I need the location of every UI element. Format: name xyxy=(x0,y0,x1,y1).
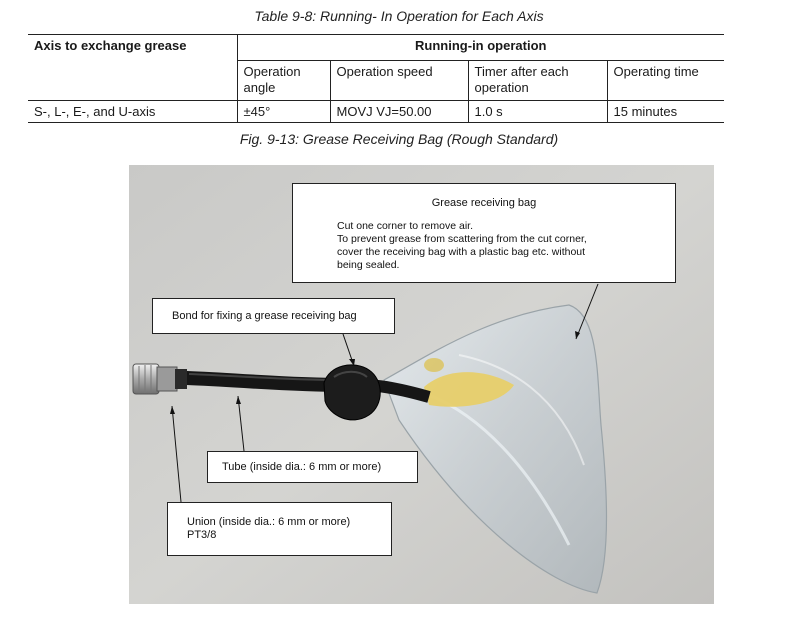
callout-bag-text xyxy=(337,220,665,272)
callout-union xyxy=(167,502,392,556)
callout-tube: Tube (inside dia.: 6 mm or more) xyxy=(207,451,418,483)
callout-bond: Bond for fixing a grease receiving bag xyxy=(152,298,395,334)
union-fitting xyxy=(133,364,159,394)
subheader-speed: Operation speed xyxy=(330,61,468,101)
subheader-angle: Operation angle xyxy=(237,61,330,101)
callout-bag-line: cover the receiving bag with a plastic bag etc. without xyxy=(337,246,586,258)
table-row xyxy=(28,101,724,123)
table-header-row xyxy=(28,35,724,61)
header-running-in: Running-in operation xyxy=(237,35,724,61)
bond xyxy=(324,365,380,420)
table-caption: Table 9-8: Running- In Operation for Each Axis xyxy=(254,8,544,24)
subheader-time: Operating time xyxy=(607,61,724,101)
cell-angle: ±45° xyxy=(237,101,330,123)
callout-union-line: Union (inside dia.: 6 mm or more) xyxy=(187,516,351,528)
cell-time: 15 minutes xyxy=(607,101,724,123)
callout-bag-title: Grease receiving bag xyxy=(431,197,537,209)
figure-caption: Fig. 9-13: Grease Receiving Bag (Rough Standard) xyxy=(239,131,559,147)
callout-bag-line: To prevent grease from scattering from the cut corner, xyxy=(337,233,587,245)
callout-grease-bag xyxy=(292,183,676,283)
header-axis: Axis to exchange grease xyxy=(28,35,237,101)
callout-union-line: PT3/8 xyxy=(187,529,217,541)
callout-bag-line: being sealed. xyxy=(337,259,400,271)
subheader-timer: Timer after each operation xyxy=(468,61,607,101)
cell-timer: 1.0 s xyxy=(468,101,607,123)
cell-axis: S-, L-, E-, and U-axis xyxy=(28,101,237,123)
cell-speed: MOVJ VJ=50.00 xyxy=(330,101,468,123)
callout-bag-line: Cut one corner to remove air. xyxy=(337,220,473,232)
running-in-table xyxy=(28,34,724,123)
